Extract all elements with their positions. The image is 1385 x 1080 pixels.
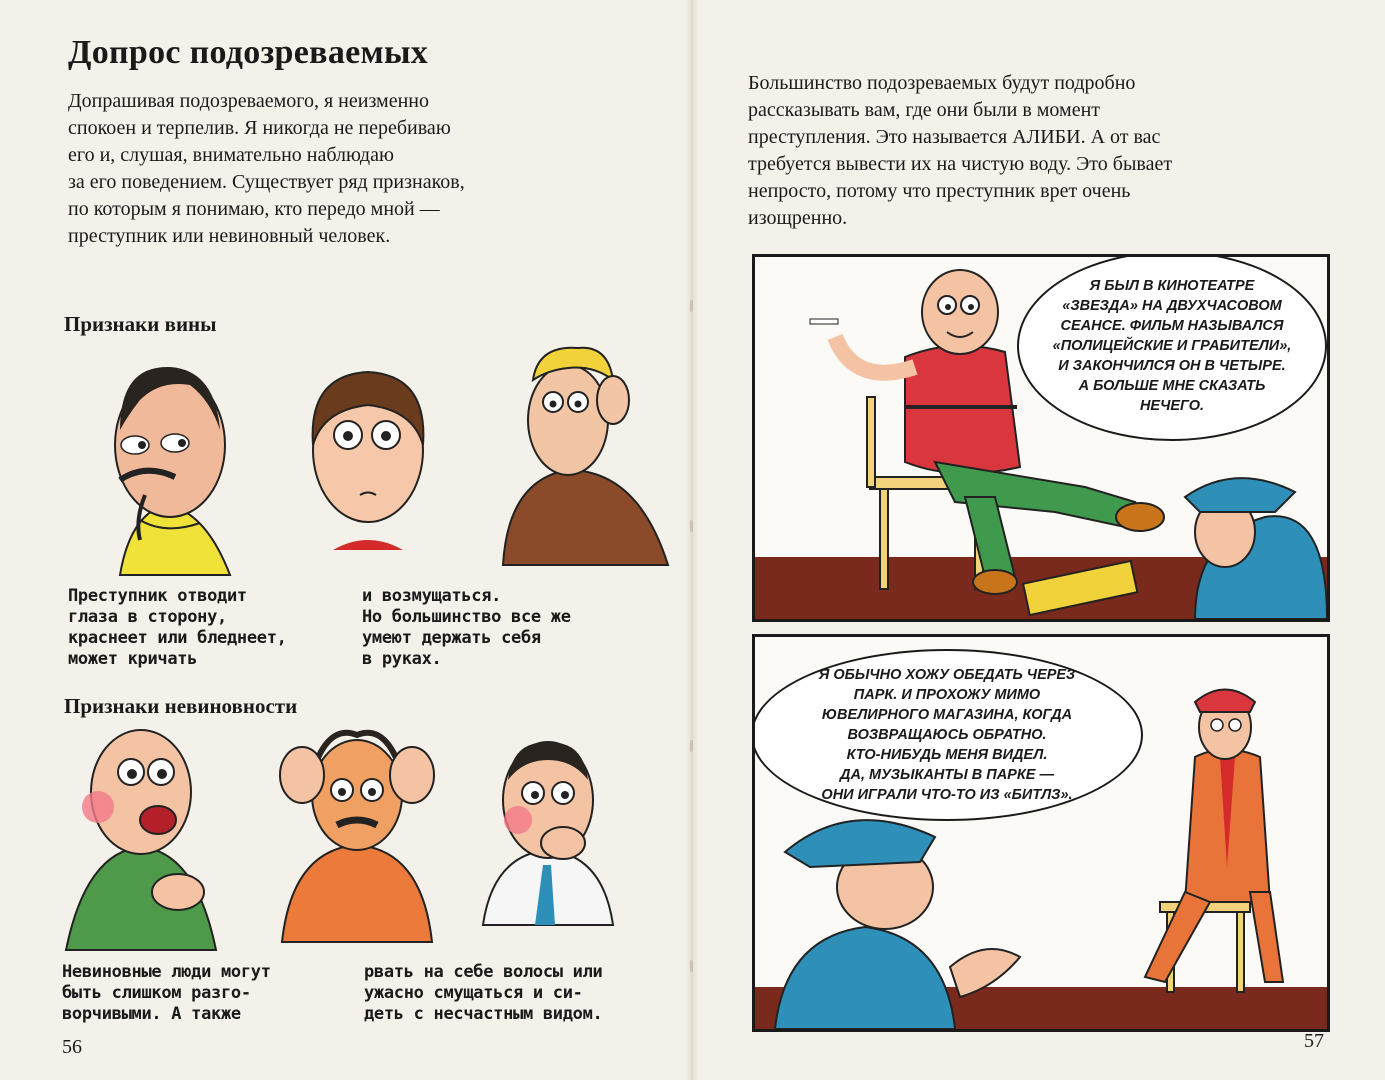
intro-paragraph: Допрашивая подозреваемого, я неизменно спокоен и терпелив. Я никогда не перебиваю его и, слушая, внимательно наблюдаю за его поведением. Существует ряд признаков, по которым я понимаю, кто передо мной — преступник или невиновный человек. (68, 90, 465, 247)
comic-panel-cinema-alibi (752, 254, 1330, 622)
guilt-caption-1: Преступник отводит глаза в сторону, краснеет или бледнеет, может кричать (68, 586, 287, 669)
innocence-caption-2: рвать на себе волосы или ужасно смущаться и си- деть с несчастным видом. (364, 962, 603, 1024)
speech-bubble-suspect-2: Я ОБЫЧНО ХОЖУ ОБЕДАТЬ ЧЕРЕЗ ПАРК. И ПРОХОЖУ МИМО ЮВЕЛИРНОГО МАГАЗИНА, КОГДА ВОЗВРАЩАЮСЬ ОБРАТНО. КТО-НИБУДЬ МЕНЯ ВИДЕЛ. ДА, МУЗЫКАНТЫ В ПАРКЕ — ОНИ ИГРАЛИ ЧТО-ТО ИЗ «БИТЛЗ». (752, 649, 1143, 821)
speech-bubble-suspect-1: Я БЫЛ В КИНОТЕАТРЕ «ЗВЕЗДА» НА ДВУХЧАСОВОМ СЕАНСЕ. ФИЛЬМ НАЗЫВАЛСЯ «ПОЛИЦЕЙСКИЕ И ГРАБИТЕЛИ», И ЗАКОНЧИЛСЯ ОН В ЧЕТЫРЕ. А БОЛЬШЕ МНЕ СКАЗАТЬ НЕЧЕГО. (1017, 254, 1327, 441)
left-page (0, 0, 692, 1080)
guilty-man-scratching-head-illustration (498, 340, 673, 565)
guilty-man-beard-illustration (90, 345, 240, 575)
innocent-man-pulling-hair-illustration (262, 720, 452, 942)
alibi-paragraph: Большинство подозреваемых будут подробно рассказывать вам, где они были в момент преступления. Это называется АЛИБИ. А от вас требуется вывести их на чистую воду. Это бывает непросто, потому что преступник врет очень изощренно. (748, 72, 1173, 229)
guilty-man-pale-illustration (298, 350, 438, 550)
innocent-man-talking-illustration (66, 722, 216, 950)
innocence-caption-1: Невиновные люди могут быть слишком разго- ворчивыми. А также (62, 962, 271, 1024)
page-number-left: 56 (62, 1036, 82, 1058)
comic-panel-park-alibi (752, 634, 1330, 1032)
right-page (692, 0, 1385, 1080)
page-number-right: 57 (1304, 1030, 1324, 1052)
page-title: Допрос подозреваемых (68, 34, 429, 71)
guilt-heading: Признаки вины (64, 312, 217, 336)
guilt-caption-2: и возмущаться. Но большинство все же умеют держать себя в руках. (362, 586, 571, 669)
innocent-man-embarrassed-illustration (483, 735, 613, 925)
innocence-heading: Признаки невиновности (64, 694, 298, 718)
